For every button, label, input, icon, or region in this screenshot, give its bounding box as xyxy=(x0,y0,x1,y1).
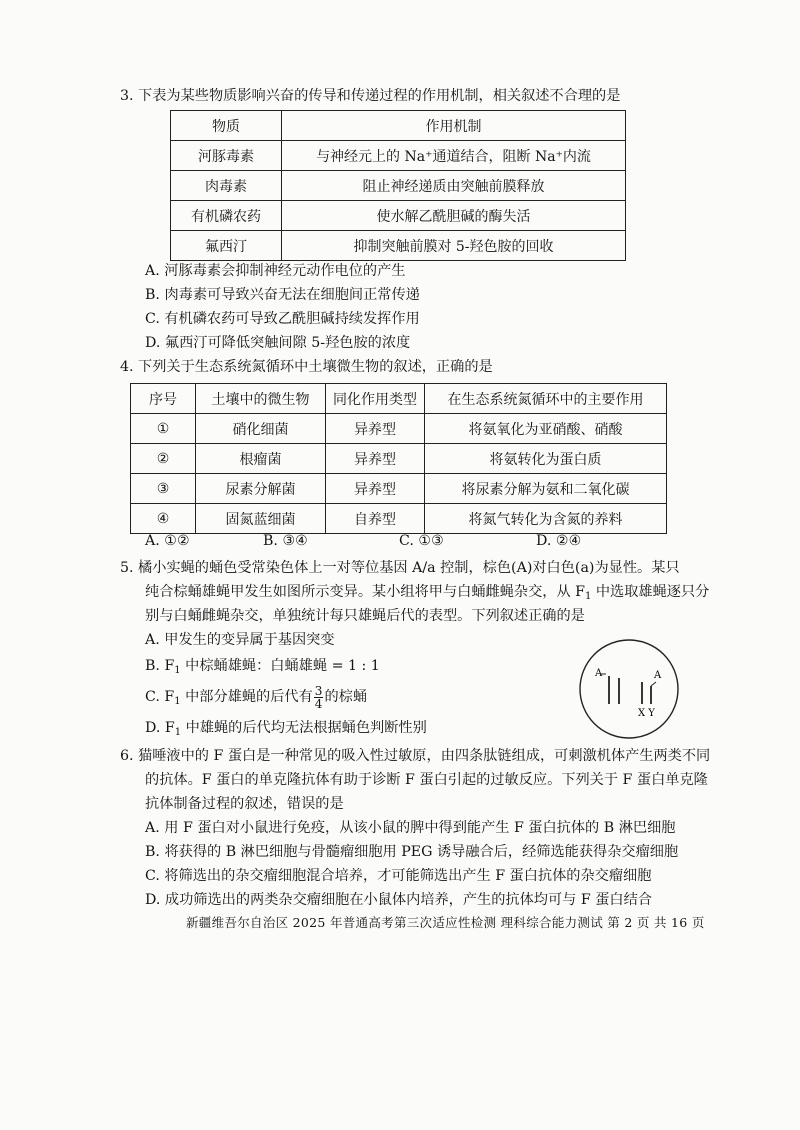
fig-label-xy: X Y xyxy=(638,708,655,719)
gene-marker-right xyxy=(651,682,656,686)
table-row xyxy=(131,414,667,444)
table-cell: ④ xyxy=(131,504,196,534)
q4-options xyxy=(145,533,615,553)
q5-line-2-text-end: 中选取雄蝇逐只分 xyxy=(591,584,710,600)
table-cell: 将氨转化为蛋白质 xyxy=(425,444,667,474)
table-cell: 河豚毒素 xyxy=(171,141,282,171)
table-header-cell: 序号 xyxy=(131,384,196,414)
cell-outline xyxy=(580,640,678,738)
table-header-row xyxy=(131,384,667,414)
fraction xyxy=(314,685,324,710)
q5-line-3: 别与白蛹雌蝇杂交，单独统计每只雄蝇后代的表型。下列叙述正确的是 xyxy=(145,608,585,624)
q3-table xyxy=(170,110,626,261)
subscript: 1 xyxy=(584,591,592,602)
q5-option-d-text: 中雄蝇的后代均无法根据蛹色判断性别 xyxy=(181,720,427,736)
q3-option-c: C. 有机磷农药可导致乙酰胆碱持续发挥作用 xyxy=(145,311,420,327)
table-cell: 将尿素分解为氨和二氧化碳 xyxy=(425,474,667,504)
table-cell: 异养型 xyxy=(326,444,425,474)
q5-option-c-text: 中部分雄蝇的后代有 xyxy=(180,689,313,705)
table-cell: 有机磷农药 xyxy=(171,201,282,231)
subscript: 1 xyxy=(174,696,181,707)
subscript: 1 xyxy=(174,727,182,738)
q4-stem: 4. 下列关于生态系统氮循环中土壤微生物的叙述，正确的是 xyxy=(120,359,493,375)
q5-option-b-text: 中棕蛹雄蝇：白蛹雄蝇 = 1 : 1 xyxy=(180,658,380,674)
q4-option-c: C. ①③ xyxy=(399,533,444,549)
q4-table xyxy=(130,383,667,534)
table-cell: ① xyxy=(131,414,196,444)
q5-line-2-text: 纯合棕蛹雄蝇甲发生如图所示变异。某小组将甲与白蛹雌蝇杂交，从 F xyxy=(145,584,585,600)
table-header-cell: 在生态系统氮循环中的主要作用 xyxy=(425,384,667,414)
q6-option-c: C. 将筛选出的杂交瘤细胞混合培养，才可能筛选出产生 F 蛋白抗体的杂交瘤细胞 xyxy=(145,868,652,884)
table-cell: 硝化细菌 xyxy=(196,414,326,444)
q5-option-a: A. 甲发生的变异属于基因突变 xyxy=(145,632,335,648)
q3-option-b: B. 肉毒素可导致兴奋无法在细胞间正常传递 xyxy=(145,287,420,303)
table-row xyxy=(171,201,626,231)
q5-line-1: 5. 橘小实蝇的蛹色受常染色体上一对等位基因 A/a 控制，棕色(A)对白色(a)为显性。某只 xyxy=(120,560,680,576)
table-cell: 肉毒素 xyxy=(171,171,282,201)
table-cell: 使水解乙酰胆碱的酶失活 xyxy=(282,201,626,231)
q6-line-1: 6. 猫唾液中的 F 蛋白是一种常见的吸入性过敏原，由四条肽链组成，可刺激机体产生两类不同 xyxy=(120,748,711,764)
q5-line-2 xyxy=(145,582,709,607)
chromosome-diagram xyxy=(578,638,680,740)
table-cell: 尿素分解菌 xyxy=(196,474,326,504)
table-row xyxy=(171,171,626,201)
table-header-cell: 物质 xyxy=(171,111,282,141)
table-header-cell: 土壤中的微生物 xyxy=(196,384,326,414)
fig-label-a-right: A xyxy=(654,670,662,681)
q5-option-b xyxy=(145,656,380,681)
table-row xyxy=(131,474,667,504)
subscript: 1 xyxy=(174,665,181,676)
table-cell: 自养型 xyxy=(326,504,425,534)
table-cell: 与神经元上的 Na⁺通道结合，阻断 Na⁺内流 xyxy=(282,141,626,171)
table-cell: ② xyxy=(131,444,196,474)
q6-option-a: A. 用 F 蛋白对小鼠进行免疫，从该小鼠的脾中得到能产生 F 蛋白抗体的 B 淋巴细胞 xyxy=(145,820,676,836)
table-cell: 异养型 xyxy=(326,414,425,444)
q5-option-c xyxy=(145,682,367,717)
table-cell: 抑制突触前膜对 5-羟色胺的回收 xyxy=(282,231,626,261)
q5-option-d-prefix: D. F xyxy=(145,720,175,736)
q6-option-b: B. 将获得的 B 淋巴细胞与骨髓瘤细胞用 PEG 诱导融合后，经筛选能获得杂交瘤细胞 xyxy=(145,844,679,860)
q3-option-a: A. 河豚毒素会抑制神经元动作电位的产生 xyxy=(145,263,406,279)
q4-option-d: D. ②④ xyxy=(536,533,582,549)
table-header-cell: 作用机制 xyxy=(282,111,626,141)
q4-option-b: B. ③④ xyxy=(263,533,308,549)
table-cell: ③ xyxy=(131,474,196,504)
fraction-numerator: 3 xyxy=(314,683,323,698)
table-cell: 固氮蓝细菌 xyxy=(196,504,326,534)
table-cell: 将氨氧化为亚硝酸、硝酸 xyxy=(425,414,667,444)
table-cell: 异养型 xyxy=(326,474,425,504)
table-row xyxy=(131,444,667,474)
table-row xyxy=(171,231,626,261)
table-cell: 氟西汀 xyxy=(171,231,282,261)
q3-stem: 3. 下表为某些物质影响兴奋的传导和传递过程的作用机制，相关叙述不合理的是 xyxy=(120,88,621,104)
fraction-denominator: 4 xyxy=(314,696,323,711)
table-header-row xyxy=(171,111,626,141)
table-cell: 阻止神经递质由突触前膜释放 xyxy=(282,171,626,201)
q5-option-c-prefix: C. F xyxy=(145,689,175,705)
table-cell: 根瘤菌 xyxy=(196,444,326,474)
table-row xyxy=(131,504,667,534)
q6-line-2: 的抗体。F 蛋白的单克隆抗体有助于诊断 F 蛋白引起的过敏反应。下列关于 F 蛋白单克隆 xyxy=(145,772,708,788)
q5-option-d xyxy=(145,718,427,743)
q3-option-d: D. 氟西汀可降低突触间隙 5-羟色胺的浓度 xyxy=(145,335,411,351)
table-cell: 将氮气转化为含氮的养料 xyxy=(425,504,667,534)
table-row xyxy=(171,141,626,171)
q4-option-a: A. ①② xyxy=(145,533,190,549)
q6-line-3: 抗体制备过程的叙述，错误的是 xyxy=(145,796,344,812)
q5-option-b-prefix: B. F xyxy=(145,658,175,674)
page-footer: 新疆维吾尔自治区 2025 年普通高考第三次适应性检测 理科综合能力测试 第 2 页 共 16 页 xyxy=(186,915,705,930)
q6-option-d: D. 成功筛选出的两类杂交瘤细胞在小鼠体内培养，产生的抗体均可与 F 蛋白结合 xyxy=(145,892,652,908)
q5-option-c-text-end: 的棕蛹 xyxy=(324,689,368,705)
fig-label-a-left: A xyxy=(595,668,603,679)
table-header-cell: 同化作用类型 xyxy=(326,384,425,414)
